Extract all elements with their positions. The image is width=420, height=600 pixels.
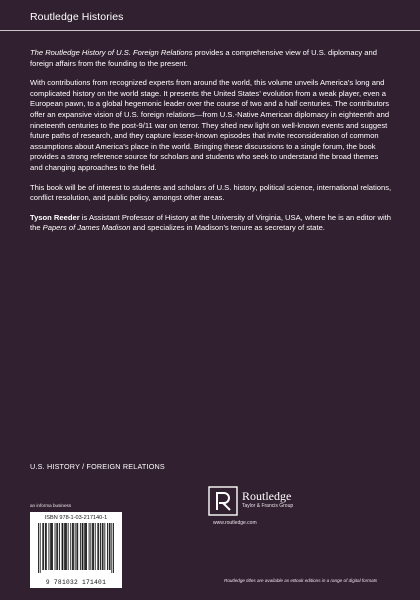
- series-title: Routledge Histories: [30, 11, 124, 23]
- publisher-url: www.routledge.com: [213, 520, 257, 526]
- barcode-bar: [97, 523, 98, 570]
- barcode-bar: [56, 523, 57, 570]
- barcode-bar: [98, 523, 99, 570]
- barcode-bar: [52, 523, 53, 570]
- barcode-bar: [89, 523, 90, 570]
- barcode-bar: [55, 523, 56, 570]
- barcode-bar: [113, 523, 114, 573]
- barcode-bar: [84, 523, 85, 570]
- barcode-bar: [45, 523, 46, 570]
- audience-paragraph: This book will be of interest to students and scholars of U.S. history, political science, international relations, conflict resolution, and public policy, amongst other areas.: [30, 182, 392, 203]
- informa-tagline: an informa business: [30, 503, 72, 508]
- barcode-bar: [50, 523, 51, 570]
- barcode-bars: [38, 523, 114, 573]
- barcode-bar: [59, 523, 60, 570]
- barcode-bar: [92, 523, 93, 570]
- summary-paragraph: With contributions from recognized experts from around the world, this volume unveils America’s long and complicated history on the world stage. It presents the United States’ evolution from a weak player, even a European pawn, to a global hegemonic leader over the course of two and a half centuries. The contributors offer an expansive vision of U.S. foreign relations—from U.S.-Native American diplomacy in eighteenth and nineteenth centuries to the post-9/11 war on terror. They shed new light on well-known events and suggest future paths of research, and they capture lesser-known episodes that invite reconsideration of common assumptions about America’s place in the world. Bringing these discussions to a single forum, the book provides a strong reference source for scholars and students who seek to understand the broad themes and changing approaches to the field.: [30, 78, 390, 172]
- barcode-bar: [68, 523, 69, 570]
- barcode-bar: [95, 523, 96, 570]
- publisher-name: Routledge: [242, 489, 292, 503]
- barcode-bar: [64, 523, 65, 570]
- intro-paragraph: [30, 48, 392, 69]
- isbn-barcode: [30, 512, 122, 588]
- barcode-bar: [42, 523, 43, 570]
- barcode-bar: [46, 523, 47, 570]
- barcode-number: 9 781032 171401: [45, 579, 107, 586]
- barcode-bar: [38, 523, 39, 573]
- subject-category: U.S. HISTORY / FOREIGN RELATIONS: [30, 462, 165, 471]
- barcode-bar: [51, 523, 52, 570]
- author-name: Tyson Reeder: [30, 212, 80, 222]
- barcode-bar: [90, 523, 91, 570]
- barcode-bar: [86, 523, 87, 570]
- barcode-bar: [110, 523, 111, 570]
- barcode-bar: [76, 523, 77, 570]
- barcode-bar: [75, 523, 76, 570]
- barcode-bar: [66, 523, 67, 570]
- barcode-bar: [65, 523, 66, 570]
- isbn-text: ISBN 978-1-03-217140-1: [44, 515, 108, 521]
- barcode-bar: [70, 523, 71, 570]
- barcode-bar: [40, 523, 41, 573]
- barcode-bar: [100, 523, 101, 570]
- barcode-bar: [43, 523, 44, 570]
- barcode-bar: [57, 523, 58, 570]
- barcode-bar: [77, 523, 78, 570]
- barcode-bar: [103, 523, 104, 570]
- barcode-bar: [62, 523, 63, 570]
- barcode-bar: [62, 523, 63, 570]
- barcode-bar: [80, 523, 81, 570]
- barcode-bar: [102, 523, 103, 570]
- barcode-bar: [83, 523, 84, 570]
- barcode-bar: [73, 523, 74, 570]
- barcode-bar: [82, 523, 83, 570]
- publisher-group: Taylor & Francis Group: [242, 503, 294, 509]
- barcode-bar: [93, 523, 94, 570]
- barcode-bar: [85, 523, 86, 570]
- ebook-note: Routledge titles are available as eBook editions in a range of digital formats: [224, 578, 378, 583]
- barcode-bar: [72, 523, 73, 570]
- book-title: The Routledge History of U.S. Foreign Relations: [30, 48, 193, 57]
- barcode-bar: [109, 523, 110, 570]
- routledge-logo-icon: [208, 486, 238, 516]
- back-cover-description: [30, 48, 392, 243]
- header-rule: [0, 30, 420, 31]
- barcode-bar: [107, 523, 108, 570]
- barcode-bar: [104, 523, 105, 570]
- barcode-bar: [111, 523, 112, 573]
- intro-text: provides a comprehensive view of U.S. diplomacy and foreign affairs from the founding to the present.: [30, 48, 377, 68]
- author-bio: Tyson Reeder is Assistant Professor of History at the University of Virginia, USA, where he is an editor with the Papers of James Madison and specializes in Madison’s tenure as secretary of state.: [30, 212, 391, 233]
- barcode-bar: [48, 523, 49, 570]
